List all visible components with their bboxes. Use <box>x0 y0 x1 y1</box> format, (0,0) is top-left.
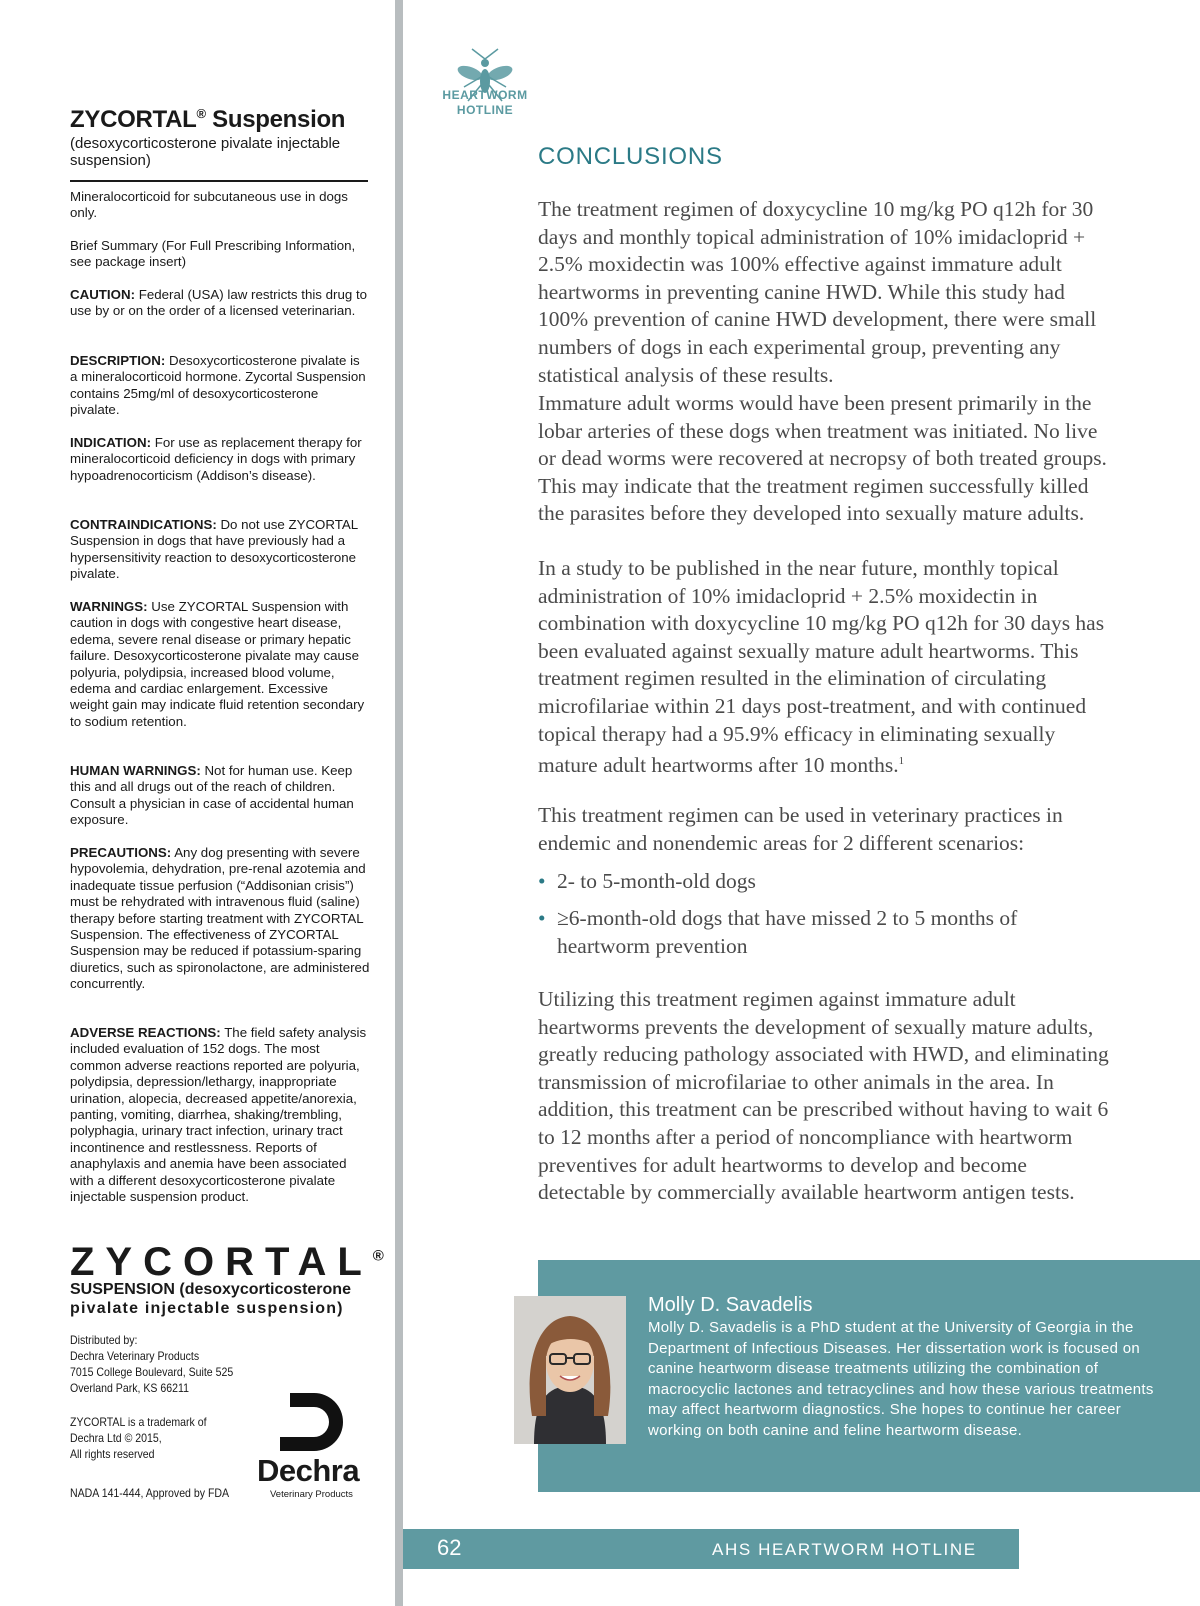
nada-approval: NADA 141-444, Approved by FDA <box>70 1486 230 1500</box>
zycortal-logo-sub2: pivalate injectable suspension) <box>70 1300 344 1317</box>
paragraph-5: Utilizing this treatment regimen against immature adult heartworms prevents the development of sexually mature adults, greatly reducing pathology associated with HWD, and eliminating transmission of microfilariae to other animals in the area. In addition, this treatment can be prescribed without having to wait 6 to 12 months after a period of noncompliance with heartworm preventives for adult heartworms to develop and become detectable by commercially available heartworm antigen tests. <box>538 987 1109 1205</box>
product-subtitle: (desoxycorticosterone pivalate injectable suspension) <box>70 135 341 169</box>
trademark-info: ZYCORTAL is a trademark of Dechra Ltd © 2015, All rights reserved <box>70 1415 207 1461</box>
warnings-section: WARNINGS: Use ZYCORTAL Suspension with caution in dogs with congestive heart disease, edema, severe renal disease or primary hepatic failure. Desoxycorticosterone pivalate may cause polyuria, polydipsia, increased blood volume, edema and cardiac enlargement. Excessive weight gain may indicate fluid retention secondary to sodium retention. <box>70 599 365 729</box>
paragraph-3: In a study to be published in the near future, monthly topical administration of 10% imidacloprid + 2.5% moxidectin in combination with doxycycline 10 mg/kg PO q12h for 30 days has been evaluated against sexually mature adult heartworms. This treatment regimen resulted in the elimination of circulating microfilariae within 21 days post-treatment, and with continued topical therapy had a 95.9% efficacy in eliminating sexually mature adult heartworms after 10 months.$^1$ <box>538 556 1105 778</box>
hotline-logo-text: HEARTWORM HOTLINE <box>442 88 528 117</box>
zycortal-logo-sub1: SUSPENSION (desoxycorticosterone <box>70 1281 351 1298</box>
author-bio-text: Molly D. Savadelis is a PhD student at the University of Georgia in the Department of Infectious Diseases. Her dissertation work is focused on canine heartworm disease treatments utilizing the combination of macrocyclic lactones and tetracyclines and how these various treatments may affect heartworm diagnostics. She hopes to continue her career working on both canine and feline heartworm disease. <box>648 1319 1154 1439</box>
human-warnings-section: HUMAN WARNINGS: Not for human use. Keep this and all drugs out of the reach of children. Consult a physician in case of accidental human exposure. <box>70 763 354 828</box>
paragraph-1: The treatment regimen of doxycycline 10 mg/kg PO q12h for 30 days and monthly topical administration of 10% imidacloprid + 2.5% moxidectin was 100% effective against immature adult heartworms in preventing canine HWD. While this study had 100% prevention of canine HWD development, there were small numbers of dogs in each experimental group, preventing any statistical analysis of these results. <box>538 197 1097 387</box>
column-divider <box>395 0 403 1606</box>
indication-section: INDICATION: For use as replacement therapy for mineralocorticoid deficiency in dogs with primary hypoadrenocorticism (Addison’s disease). <box>70 435 362 483</box>
section-heading: CONCLUSIONS <box>538 143 723 170</box>
bullet-icon: • <box>538 906 546 930</box>
author-name: Molly D. Savadelis <box>648 1294 813 1316</box>
adverse-reactions-section: ADVERSE REACTIONS: The field safety analysis included evaluation of 152 dogs. The most common adverse reactions reported are polyuria, polydipsia, depression/lethargy, inappropriate urination, alopecia, decreased appetite/anorexia, panting, vomiting, diarrhea, shaking/trembling, polyphagia, urinary tract infection, urinary tract incontinence and restlessness. Reports of anaphylaxis and anemia have been associated with a different desoxycorticosterone pivalate injectable suspension product. <box>70 1025 367 1205</box>
zycortal-logo: ZYCORTAL® <box>70 1240 384 1284</box>
paragraph-2: Immature adult worms would have been present primarily in the lobar arteries of these dogs when treatment was initiated. No live or dead worms were recovered at necropsy of both treated groups. This may indicate that the treatment regimen successfully killed the parasites before they developed into sexually mature adults. <box>538 391 1107 526</box>
product-title: ZYCORTAL® Suspension <box>70 106 346 133</box>
contraindications-section: CONTRAINDICATIONS: Do not use ZYCORTAL Suspension in dogs that have previously had a hypersensitivity reaction to desoxycorticosterone pivalate. <box>70 517 358 582</box>
description-section: DESCRIPTION: Desoxycorticosterone pivalate is a mineralocorticoid hormone. Zycortal Suspension contains 25mg/ml of desoxycorticosterone pivalate. <box>70 353 366 418</box>
title-divider <box>70 180 368 182</box>
precautions-section: PRECAUTIONS: Any dog presenting with severe hypovolemia, dehydration, pre-renal azotemia and inadequate tissue perfusion (“Addisonian crisis”) must be rehydrated with intravenous fluid (saline) therapy before starting treatment with ZYCORTAL Suspension. The effectiveness of ZYCORTAL Suspension may be reduced if potassium-sparing diuretics, such as spironolactone, are administered concurrently. <box>70 845 370 992</box>
footer-publication-title: AHS HEARTWORM HOTLINE <box>712 1540 977 1559</box>
bullet-icon: • <box>538 869 546 893</box>
brief-summary: Brief Summary (For Full Prescribing Information, see package insert) <box>70 238 356 270</box>
dechra-tagline: Veterinary Products <box>270 1489 353 1500</box>
distributor-info: Distributed by: Dechra Veterinary Products 7015 College Boulevard, Suite 525 Overland Park, KS 66211 <box>70 1333 234 1395</box>
intro-text: Mineralocorticoid for subcutaneous use in dogs only. <box>70 189 348 221</box>
product-sidebar <box>0 0 395 1606</box>
dechra-wordmark: Dechra <box>257 1453 360 1488</box>
paragraph-4: This treatment regimen can be used in veterinary practices in endemic and nonendemic areas for 2 different scenarios: <box>538 803 1063 855</box>
caution-section: CAUTION: Federal (USA) law restricts this drug to use by or on the order of a licensed veterinarian. <box>70 287 368 319</box>
author-photo <box>514 1296 626 1444</box>
page-number: 62 <box>437 1535 462 1560</box>
dechra-logo-icon <box>280 1393 350 1451</box>
